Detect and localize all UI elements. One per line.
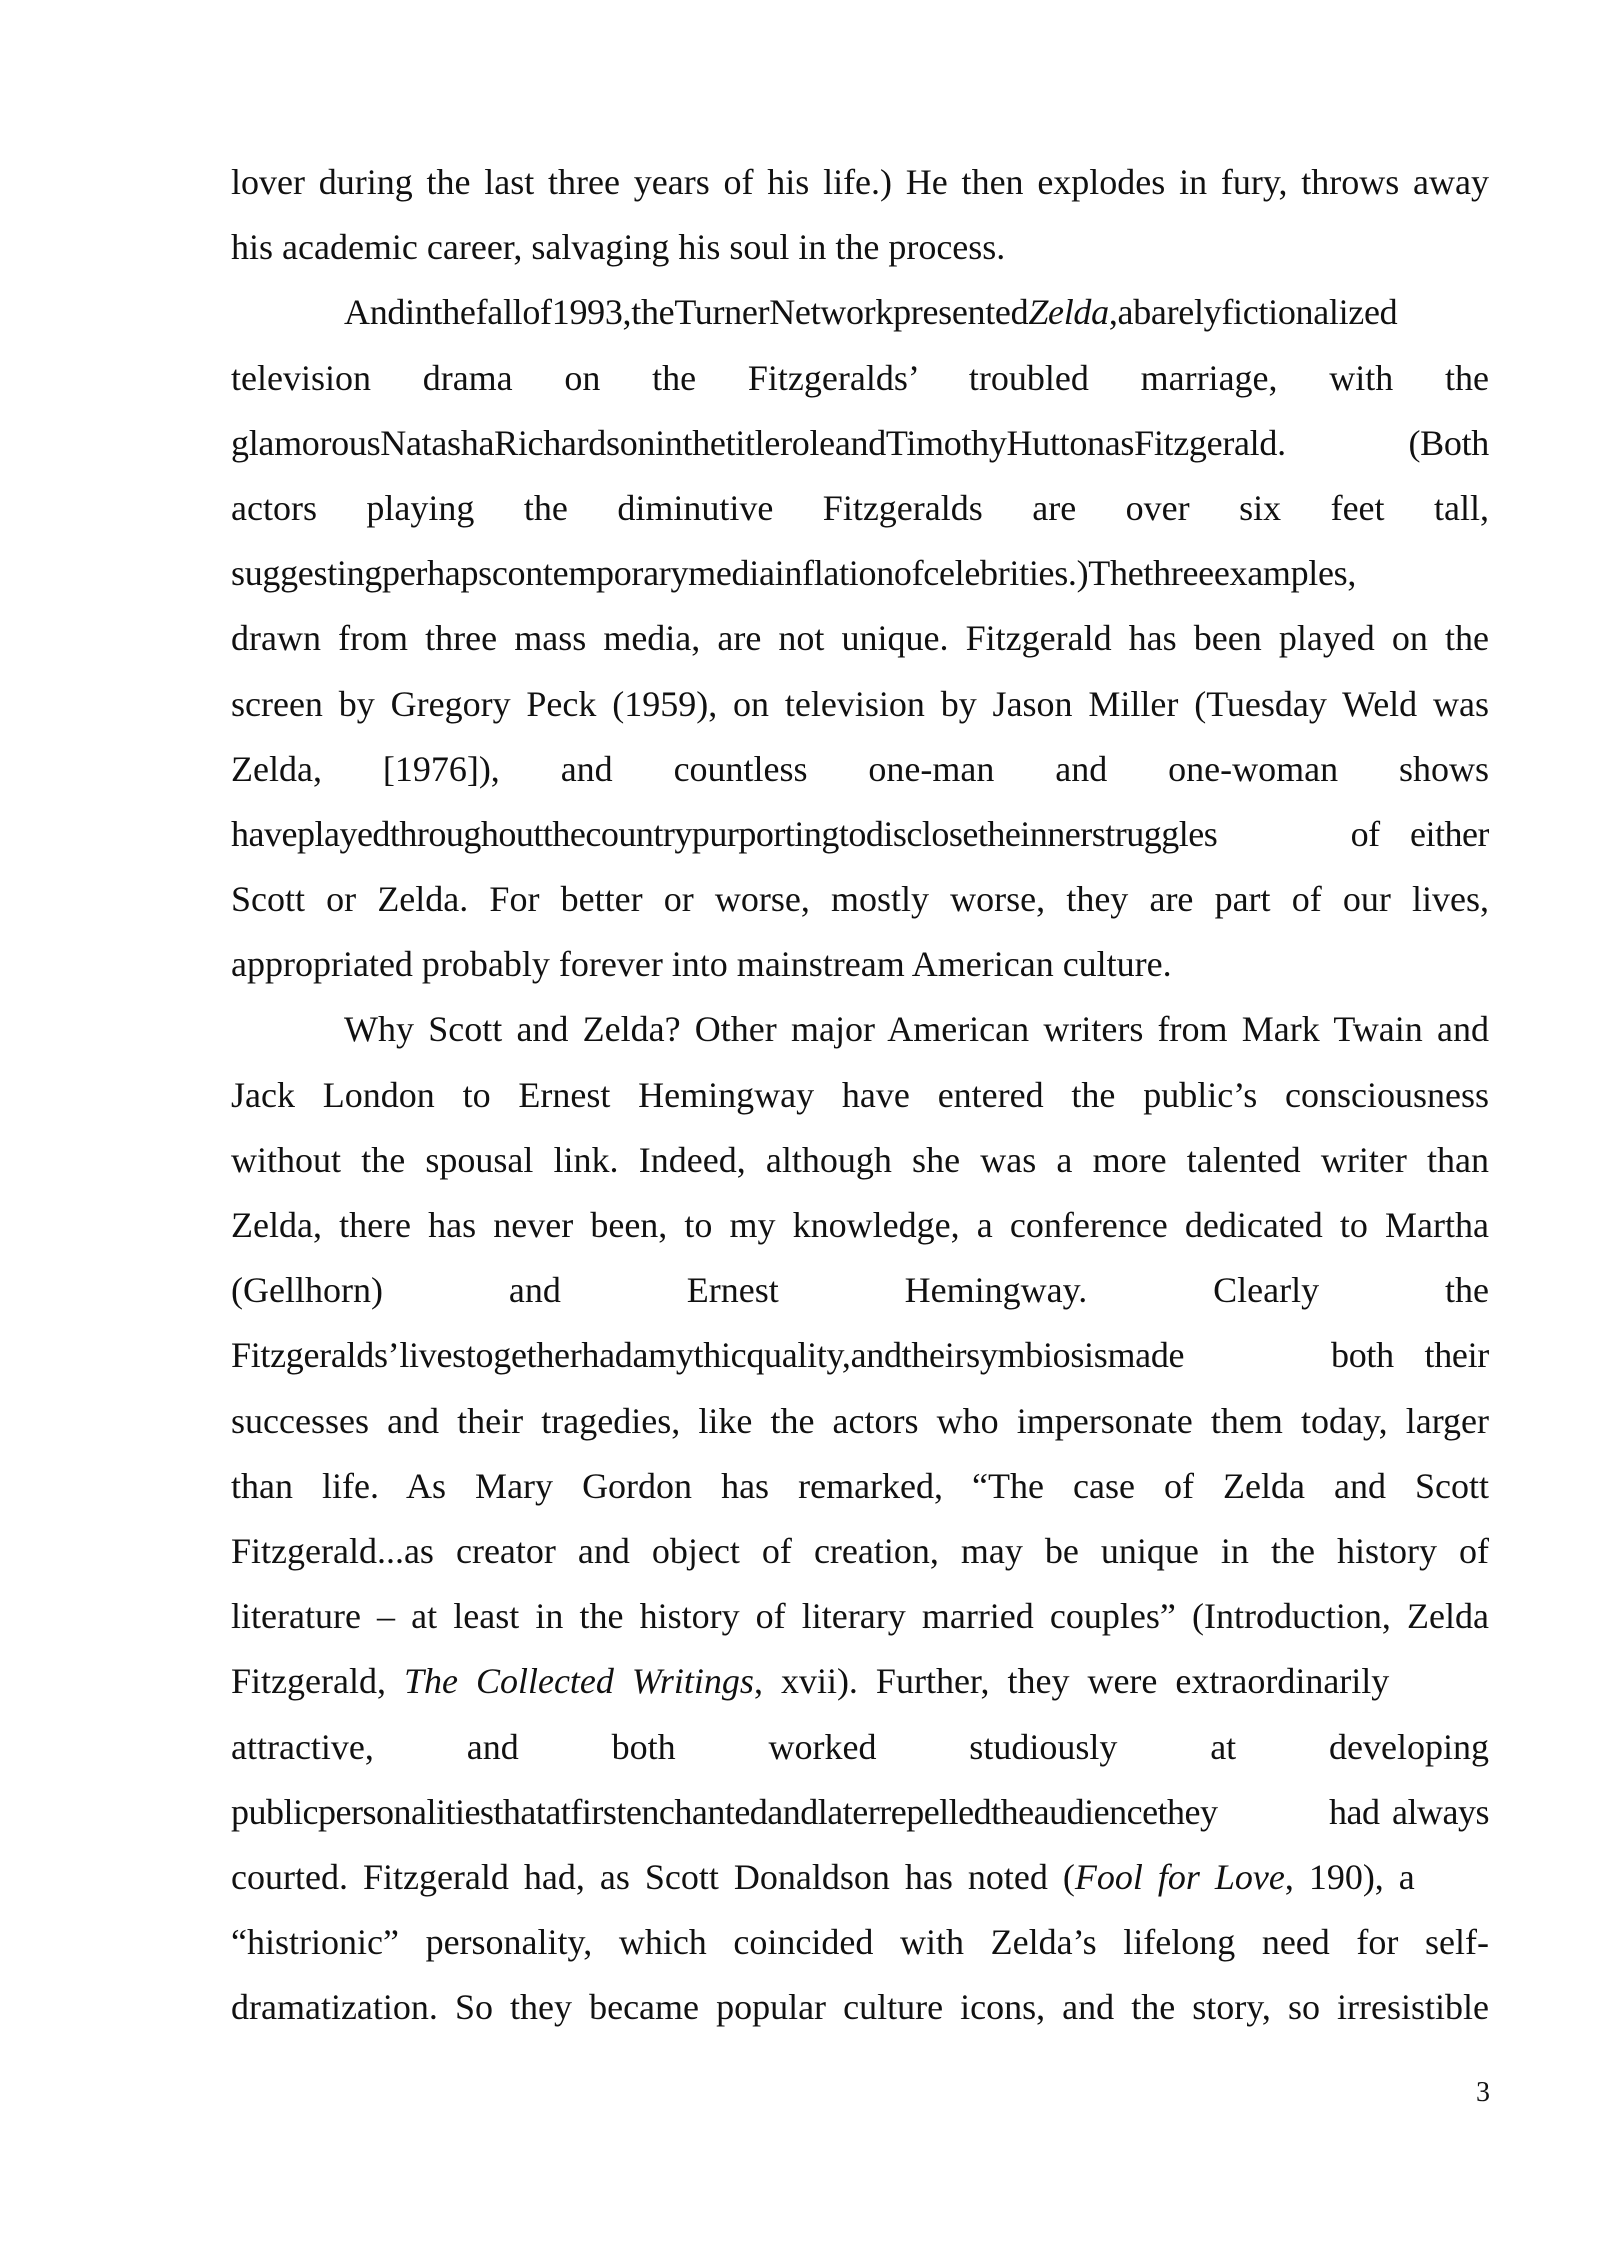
text-run: , xvii). Further, they were extraordinarily [753,1661,1390,1702]
text-line: television drama on the Fitzgeralds’ troubled marriage, with the [231,357,1489,398]
text-run: Andinthefallof1993,theTurnerNetworkpresented [344,292,1029,333]
text-line: appropriated probably forever into mainstream American culture. [231,944,1172,985]
text-run: ,abarelyfictionalized [1108,292,1398,333]
text-line: screen by Gregory Peck (1959), on television by Jason Miller (Tuesday Weld was [231,683,1489,724]
text-line [231,802,1489,867]
text-run: courted. Fitzgerald had, as Scott Donaldson has noted ( [231,1856,1075,1897]
text-run: glamorousNatashaRichardsoninthetitleroleandTimothyHuttonasFitzgerald. [231,422,1286,463]
italic-title: Zelda [1028,292,1109,333]
text-line: his academic career, salvaging his soul in the process. [231,227,1006,268]
text-line: dramatization. So they became popular culture icons, and the story, so irresistible [231,1987,1489,2028]
page-number: 3 [1476,2077,1490,2108]
text-run: had always [1329,1791,1489,1832]
text-line: Why Scott and Zelda? Other major American writers from Mark Twain and [344,1009,1489,1050]
text-run: publicpersonalitiesthatatfirstenchantedandlaterrepelledtheaudiencethey [231,1791,1218,1832]
text-line [231,280,1489,345]
text-run: , 190), a [1284,1856,1415,1897]
text-line: Zelda, there has never been, to my knowledge, a conference dedicated to Martha [231,1205,1489,1245]
text-line: lover during the last three years of his life.) He then explodes in fury, throws away [231,162,1489,202]
text-run: Fitzgerald, [231,1661,404,1702]
text-line: “histrionic” personality, which coincided with Zelda’s lifelong need for self- [231,1922,1489,1963]
text-line: literature – at least in the history of literary married couples” (Introduction, Zelda [231,1596,1489,1637]
text-run: of either [1350,813,1489,854]
text-line: actors playing the diminutive Fitzgeralds are over six feet tall, [231,487,1489,528]
text-line: without the spousal link. Indeed, although she was a more talented writer than [231,1139,1489,1180]
body-text [231,150,1489,2040]
text-run: Fitzgeralds’livestogetherhadamythicquality,andtheirsymbiosismade [231,1335,1185,1376]
text-line [231,411,1489,476]
text-run: both their [1331,1335,1489,1376]
text-line: attractive, and both worked studiously at developing [231,1726,1489,1767]
text-line [231,1780,1489,1845]
text-line: Fitzgerald...as creator and object of creation, may be unique in the history of [231,1530,1489,1571]
italic-title: The Collected Writings [403,1661,754,1702]
text-line: successes and their tragedies, like the actors who impersonate them today, larger [231,1400,1489,1441]
text-line: than life. As Mary Gordon has remarked, “The case of Zelda and Scott [231,1465,1489,1506]
text-line: (Gellhorn) and Ernest Hemingway. Clearly the [231,1270,1489,1311]
italic-title: Fool for Love [1074,1856,1285,1897]
text-line: Scott or Zelda. For better or worse, mostly worse, they are part of our lives, [231,879,1489,920]
text-line [231,1323,1489,1388]
text-line [231,1845,1489,1910]
text-line: Jack London to Ernest Hemingway have entered the public’s consciousness [231,1074,1489,1115]
text-line: suggestingperhapscontemporarymediainflationofcelebrities.)Thethreeexamples, [231,553,1357,594]
text-run: haveplayedthroughoutthecountrypurportingtodisclosetheinnerstruggles [231,813,1218,854]
text-line: Zelda, [1976]), and countless one-man and one-woman shows [231,748,1489,789]
text-line: drawn from three mass media, are not unique. Fitzgerald has been played on the [231,618,1489,659]
text-run: (Both [1408,422,1489,463]
text-line [231,1649,1489,1714]
